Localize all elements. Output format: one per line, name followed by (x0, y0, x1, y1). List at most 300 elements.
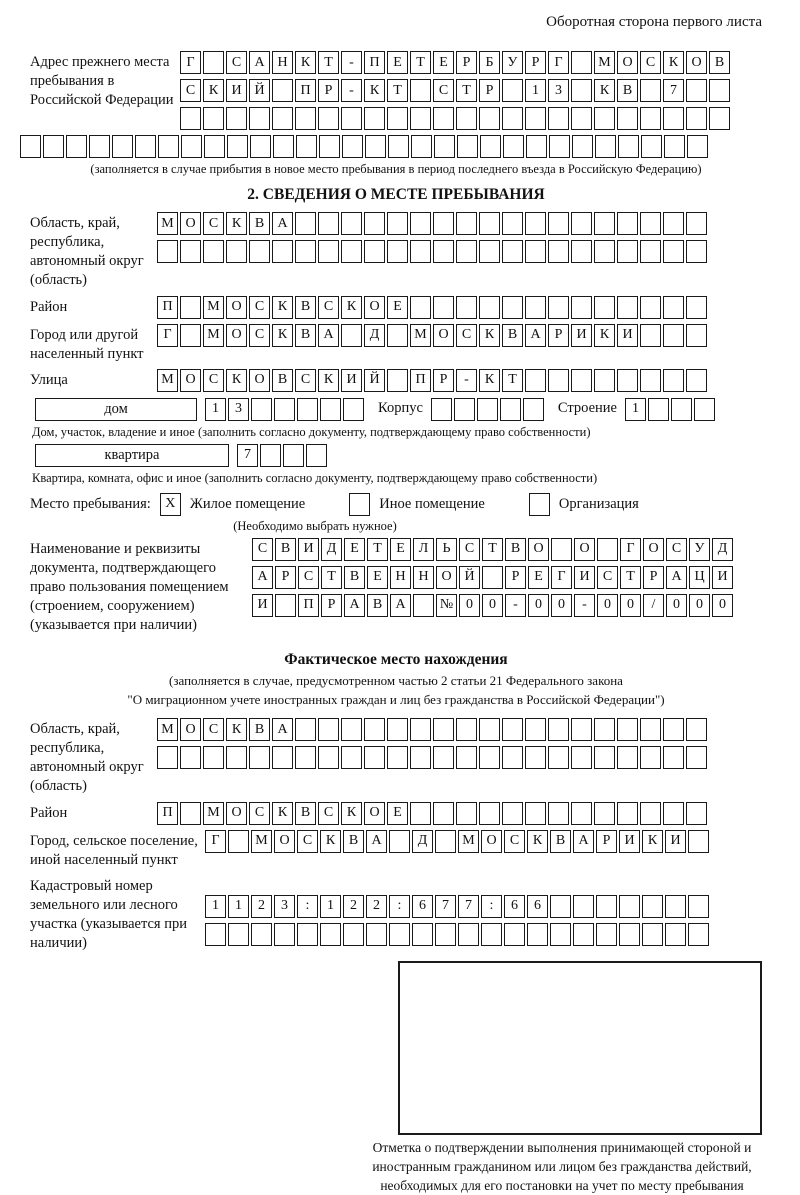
char-box (342, 135, 363, 158)
char-box (640, 369, 661, 392)
char-box: - (456, 369, 477, 392)
char-box (523, 398, 544, 421)
char-box (479, 296, 500, 319)
char-box: О (274, 830, 295, 853)
char-box (525, 746, 546, 769)
document-block (30, 538, 762, 636)
char-box: Н (413, 566, 434, 589)
char-box (663, 718, 684, 741)
char-box: К (203, 79, 224, 102)
korpus-cells (431, 398, 544, 421)
char-box: Г (157, 324, 178, 347)
char-box (686, 296, 707, 319)
char-box (594, 240, 615, 263)
char-box: О (481, 830, 502, 853)
char-box: И (617, 324, 638, 347)
char-box (387, 240, 408, 263)
char-box: И (619, 830, 640, 853)
char-box (640, 746, 661, 769)
char-box: И (712, 566, 733, 589)
char-box (479, 107, 500, 130)
char-box: С (298, 566, 319, 589)
char-box (320, 398, 341, 421)
char-box: С (180, 79, 201, 102)
char-box: Р (456, 51, 477, 74)
char-box (663, 746, 684, 769)
char-box (365, 135, 386, 158)
char-box (180, 296, 201, 319)
char-box: П (157, 296, 178, 319)
char-box (318, 746, 339, 769)
char-box (648, 398, 669, 421)
stroenie-cells (625, 398, 715, 421)
char-box (283, 444, 304, 467)
char-box (548, 212, 569, 235)
char-box: Р (596, 830, 617, 853)
char-box: Т (620, 566, 641, 589)
street-block (30, 369, 762, 392)
actual-location-note-line2: "О миграционном учете иностранных граждан и лиц без гражданства в Российской Федерации") (127, 692, 665, 708)
char-box (251, 398, 272, 421)
char-box (157, 240, 178, 263)
char-box (410, 802, 431, 825)
char-box: О (528, 538, 549, 561)
char-box: А (272, 718, 293, 741)
char-box: Л (413, 538, 434, 561)
char-box (694, 398, 715, 421)
char-box: С (295, 369, 316, 392)
char-box (502, 212, 523, 235)
prev-address-note: (заполняется в случае прибытия в новое место пребывания в период последнего въезда в Российскую Федерацию) (90, 162, 702, 176)
document-rows (252, 538, 733, 617)
prev-address-row-1 (180, 51, 730, 74)
char-box: Г (620, 538, 641, 561)
apartment-block (30, 444, 762, 467)
char-box (640, 107, 661, 130)
char-box: Г (180, 51, 201, 74)
stroenie-label: Строение (557, 399, 617, 416)
char-box (686, 79, 707, 102)
region-label: Область, край, республика, автономный округ (область) (30, 215, 144, 289)
char-box: А (272, 212, 293, 235)
char-box: С (252, 538, 273, 561)
char-box: О (617, 51, 638, 74)
char-box: К (364, 79, 385, 102)
char-box: 1 (525, 79, 546, 102)
char-box (688, 830, 709, 853)
char-box: В (343, 830, 364, 853)
char-box: М (157, 369, 178, 392)
char-box (595, 135, 616, 158)
char-box: А (525, 324, 546, 347)
char-box (203, 240, 224, 263)
char-box (389, 923, 410, 946)
char-box (686, 107, 707, 130)
char-box: 7 (435, 895, 456, 918)
char-box: О (643, 538, 664, 561)
char-box (343, 923, 364, 946)
char-box: К (272, 324, 293, 347)
char-box (306, 444, 327, 467)
house-number-cells (205, 398, 364, 421)
section2-title: 2. СВЕДЕНИЯ О МЕСТЕ ПРЕБЫВАНИЯ (247, 186, 545, 203)
char-box (619, 895, 640, 918)
char-box: С (203, 718, 224, 741)
char-box: К (320, 830, 341, 853)
char-box (551, 538, 572, 561)
document-label: Наименование и реквизиты документа, подтверждающего право пользования помещением (строением, сооружением) (указывается при наличии) (30, 540, 229, 634)
char-box: В (709, 51, 730, 74)
char-box (571, 51, 592, 74)
house-note: Дом, участок, владение и иное (заполнить согласно документу, подтверждающему право собственности) (32, 424, 591, 439)
char-box: В (295, 324, 316, 347)
char-box: У (689, 538, 710, 561)
cadastral-row-1 (205, 895, 709, 918)
char-box (664, 135, 685, 158)
char-box (594, 212, 615, 235)
apartment-note: Квартира, комната, офис и иное (заполнить согласно документу, подтверждающему право собственности) (32, 470, 598, 485)
char-box (594, 802, 615, 825)
char-box: Е (387, 296, 408, 319)
char-box (341, 240, 362, 263)
char-box: О (686, 51, 707, 74)
char-box: Т (410, 51, 431, 74)
char-box (341, 324, 362, 347)
char-box: Б (479, 51, 500, 74)
char-box (410, 746, 431, 769)
char-box: Й (249, 79, 270, 102)
char-box (272, 746, 293, 769)
char-box: А (666, 566, 687, 589)
char-box: М (157, 718, 178, 741)
char-box: В (275, 538, 296, 561)
char-box (43, 135, 64, 158)
char-box: М (594, 51, 615, 74)
char-box: В (617, 79, 638, 102)
city-block (30, 324, 762, 364)
char-box (387, 212, 408, 235)
char-box: - (341, 79, 362, 102)
char-box: Д (321, 538, 342, 561)
stay-option-residential-label: Жилое помещение (189, 495, 306, 512)
char-box: В (249, 212, 270, 235)
char-box (433, 240, 454, 263)
char-box: К (272, 802, 293, 825)
char-box: 0 (620, 594, 641, 617)
char-box: С (249, 296, 270, 319)
actual-region-row-1 (157, 718, 707, 741)
char-box (503, 135, 524, 158)
char-box (457, 135, 478, 158)
char-box (502, 107, 523, 130)
char-box (709, 107, 730, 130)
char-box (295, 212, 316, 235)
char-box: О (249, 369, 270, 392)
char-box (687, 135, 708, 158)
char-box (571, 107, 592, 130)
char-box (297, 923, 318, 946)
char-box (249, 107, 270, 130)
char-box: А (366, 830, 387, 853)
char-box (642, 895, 663, 918)
char-box (295, 107, 316, 130)
char-box (617, 802, 638, 825)
actual-district-block (30, 802, 762, 825)
char-box: А (252, 566, 273, 589)
char-box (663, 240, 684, 263)
char-box: О (226, 802, 247, 825)
char-box: 0 (689, 594, 710, 617)
char-box (548, 240, 569, 263)
char-box (410, 240, 431, 263)
char-box: А (249, 51, 270, 74)
char-box (412, 923, 433, 946)
char-box: 1 (205, 398, 226, 421)
actual-city-row (205, 830, 709, 853)
char-box (665, 895, 686, 918)
char-box (502, 746, 523, 769)
char-box: В (550, 830, 571, 853)
char-box: О (364, 802, 385, 825)
char-box (297, 398, 318, 421)
char-box (435, 923, 456, 946)
char-box: К (295, 51, 316, 74)
char-box (686, 802, 707, 825)
char-box (387, 746, 408, 769)
char-box: Т (482, 538, 503, 561)
char-box (502, 802, 523, 825)
char-box (364, 718, 385, 741)
actual-city-label: Город, сельское поселение, иной населенный пункт (30, 832, 198, 868)
char-box (502, 718, 523, 741)
char-box: - (341, 51, 362, 74)
char-box (640, 212, 661, 235)
char-box (341, 107, 362, 130)
char-box (228, 923, 249, 946)
char-box: К (642, 830, 663, 853)
char-box (250, 135, 271, 158)
confirmation-mark-box (398, 961, 762, 1135)
char-box: К (341, 802, 362, 825)
char-box (89, 135, 110, 158)
char-box: 6 (527, 895, 548, 918)
char-box (272, 107, 293, 130)
char-box (410, 212, 431, 235)
char-box: К (272, 296, 293, 319)
actual-location-title: Фактическое место нахождения (284, 651, 508, 669)
char-box (479, 802, 500, 825)
char-box (456, 240, 477, 263)
char-box (548, 746, 569, 769)
char-box (571, 718, 592, 741)
char-box (548, 296, 569, 319)
char-box (203, 746, 224, 769)
char-box (180, 802, 201, 825)
char-box (433, 746, 454, 769)
char-box: 6 (412, 895, 433, 918)
char-box (274, 923, 295, 946)
char-box (456, 212, 477, 235)
char-box (663, 296, 684, 319)
region-rows (157, 212, 707, 263)
char-box: А (390, 594, 411, 617)
char-box: Т (318, 51, 339, 74)
char-box (686, 240, 707, 263)
char-box: К (594, 324, 615, 347)
char-box: 1 (625, 398, 646, 421)
char-box (688, 923, 709, 946)
char-box: П (364, 51, 385, 74)
prev-address-row-3 (180, 107, 730, 130)
char-box (260, 444, 281, 467)
char-box (686, 324, 707, 347)
char-box (318, 107, 339, 130)
char-box: В (344, 566, 365, 589)
char-box: М (458, 830, 479, 853)
stay-option-other-label: Иное помещение (379, 495, 485, 512)
char-box: К (594, 79, 615, 102)
char-box (686, 746, 707, 769)
korpus-label: Корпус (378, 399, 423, 416)
char-box (549, 135, 570, 158)
char-box: В (249, 718, 270, 741)
actual-location-note-line1: (заполняется в случае, предусмотренном частью 2 статьи 21 Федерального закона (169, 673, 623, 689)
char-box: И (665, 830, 686, 853)
cadastral-block (30, 875, 762, 954)
char-box (226, 107, 247, 130)
char-box (479, 212, 500, 235)
char-box: К (226, 718, 247, 741)
char-box: В (502, 324, 523, 347)
char-box: 3 (228, 398, 249, 421)
char-box (597, 538, 618, 561)
char-box (157, 746, 178, 769)
char-box (228, 830, 249, 853)
char-box: Е (433, 51, 454, 74)
cadastral-row-2 (205, 923, 709, 946)
char-box (272, 79, 293, 102)
char-box: Г (551, 566, 572, 589)
document-row-1 (252, 538, 733, 561)
char-box (640, 79, 661, 102)
char-box (272, 240, 293, 263)
char-box (454, 398, 475, 421)
char-box (433, 296, 454, 319)
char-box: Ь (436, 538, 457, 561)
char-box: 0 (459, 594, 480, 617)
char-box (548, 718, 569, 741)
char-box: 3 (274, 895, 295, 918)
char-box: В (295, 802, 316, 825)
cadastral-rows (205, 875, 709, 946)
char-box (663, 324, 684, 347)
char-box: Р (479, 79, 500, 102)
char-box (456, 746, 477, 769)
char-box: 7 (237, 444, 258, 467)
char-box: : (481, 895, 502, 918)
char-box: В (272, 369, 293, 392)
char-box (180, 240, 201, 263)
char-box: 1 (205, 895, 226, 918)
char-box: О (364, 296, 385, 319)
char-box (571, 746, 592, 769)
char-box: Н (390, 566, 411, 589)
char-box (433, 212, 454, 235)
char-box: Н (272, 51, 293, 74)
char-box (640, 718, 661, 741)
char-box: 0 (551, 594, 572, 617)
char-box (251, 923, 272, 946)
char-box (364, 212, 385, 235)
page-header: Оборотная сторона первого листа (546, 14, 762, 30)
actual-region-rows (157, 718, 707, 769)
char-box (413, 594, 434, 617)
char-box: С (226, 51, 247, 74)
char-box: Г (205, 830, 226, 853)
char-box: Г (548, 51, 569, 74)
char-box: С (666, 538, 687, 561)
char-box (663, 802, 684, 825)
char-box (479, 746, 500, 769)
actual-city-block (30, 830, 762, 870)
char-box (364, 746, 385, 769)
char-box (686, 212, 707, 235)
char-box (364, 107, 385, 130)
char-box (571, 79, 592, 102)
char-box (318, 240, 339, 263)
char-box (180, 107, 201, 130)
char-box: С (459, 538, 480, 561)
district-label: Район (30, 298, 68, 315)
stay-type-label: Место пребывания: (30, 495, 151, 512)
char-box (431, 398, 452, 421)
char-box (410, 296, 431, 319)
prev-address-overflow-row (20, 135, 762, 158)
char-box (640, 324, 661, 347)
char-box: С (597, 566, 618, 589)
char-box (596, 923, 617, 946)
char-box: : (389, 895, 410, 918)
char-box (571, 240, 592, 263)
char-box: П (410, 369, 431, 392)
char-box: С (249, 802, 270, 825)
char-box (387, 107, 408, 130)
street-row (157, 369, 707, 392)
char-box (525, 369, 546, 392)
stay-option-residential-checkbox: X (160, 493, 181, 516)
char-box: Р (433, 369, 454, 392)
char-box: : (297, 895, 318, 918)
region-block (30, 212, 762, 291)
char-box (548, 107, 569, 130)
char-box (366, 923, 387, 946)
char-box: С (318, 296, 339, 319)
char-box (618, 135, 639, 158)
char-box (571, 296, 592, 319)
prev-address-row-2 (180, 79, 730, 102)
actual-district-row (157, 802, 707, 825)
char-box: И (298, 538, 319, 561)
char-box: 0 (597, 594, 618, 617)
char-box (526, 135, 547, 158)
char-box: У (502, 51, 523, 74)
prev-address-label: Адрес прежнего места пребывания в Российской Федерации (30, 54, 174, 109)
char-box (548, 369, 569, 392)
char-box (596, 895, 617, 918)
char-box (433, 802, 454, 825)
char-box: В (295, 296, 316, 319)
char-box (296, 135, 317, 158)
